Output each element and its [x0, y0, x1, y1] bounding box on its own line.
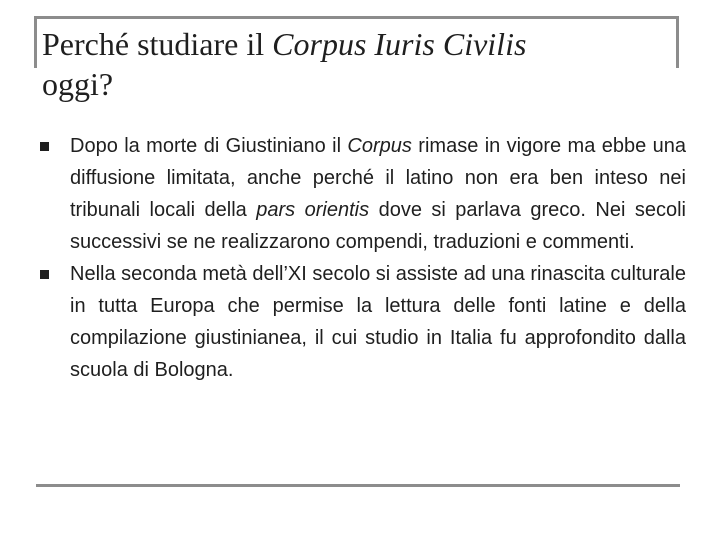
bullet-list: [36, 130, 686, 386]
bullet-1-text-mid: rimase in vigore ma ebbe una diffusione limitata, anche perché il latino non era ben inteso nei tribunali locali della: [70, 135, 686, 221]
title-frame-left-line: [34, 16, 37, 68]
bullet-item-1: [36, 130, 686, 258]
title-text-italic: Corpus Iuris Civilis: [272, 26, 527, 62]
bullet-item-2: [36, 258, 686, 386]
square-bullet-icon: [40, 142, 49, 151]
bottom-rule-line: [36, 484, 680, 487]
square-bullet-icon: [40, 270, 49, 279]
bullet-1-text-pre: Dopo la morte di Giustiniano il: [70, 135, 348, 157]
bullet-2-text: Nella seconda metà dell’XI secolo si assiste ad una rinascita culturale in tutta Europa che permise la lettura delle fonti latine e della compilazione giustinianea, il cui studio in Italia fu approfondito dalla scuola di Bologna.: [70, 263, 686, 381]
title-text-part2: oggi?: [42, 66, 114, 102]
bullet-1-text-post: dove si parlava greco. Nei secoli successivi se ne realizzarono compendi, traduzioni e commenti.: [70, 199, 687, 253]
bullet-1-text-italic-pars-orientis: pars orientis: [256, 199, 370, 221]
title-frame-top-line: [34, 16, 678, 19]
title-text-part1: Perché studiare il: [42, 26, 273, 62]
title-frame-right-line: [676, 16, 679, 68]
slide-title: [42, 24, 672, 104]
bullet-1-text-italic-corpus: Corpus: [347, 135, 412, 157]
